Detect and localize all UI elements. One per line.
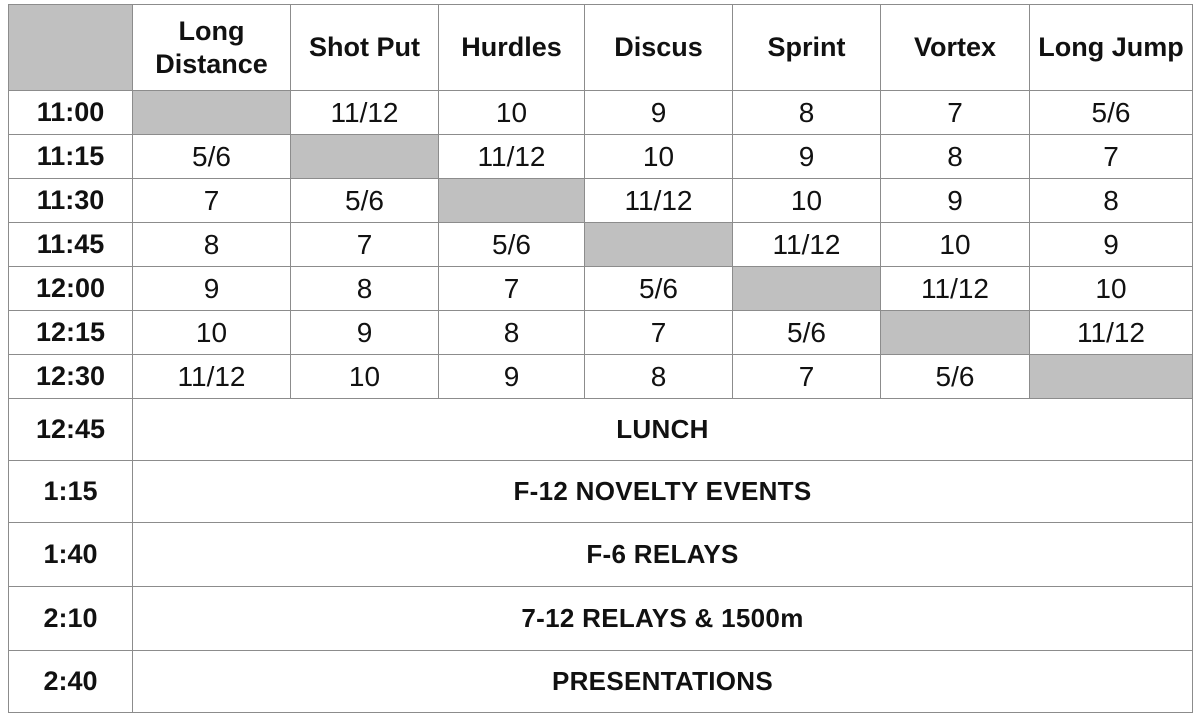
time-cell: 11:30 bbox=[9, 179, 133, 223]
time-cell: 11:00 bbox=[9, 91, 133, 135]
event-row bbox=[9, 399, 1193, 461]
year-group-cell: 5/6 bbox=[439, 223, 585, 267]
schedule-row bbox=[9, 135, 1193, 179]
shaded-cell bbox=[585, 223, 733, 267]
year-group-cell: 7 bbox=[733, 355, 881, 399]
year-group-cell: 10 bbox=[585, 135, 733, 179]
column-header: Sprint bbox=[733, 5, 881, 91]
year-group-cell: 8 bbox=[1030, 179, 1193, 223]
year-group-cell: 8 bbox=[585, 355, 733, 399]
event-row bbox=[9, 651, 1193, 713]
year-group-cell: 10 bbox=[733, 179, 881, 223]
year-group-cell: 5/6 bbox=[133, 135, 291, 179]
time-cell: 12:15 bbox=[9, 311, 133, 355]
year-group-cell: 11/12 bbox=[733, 223, 881, 267]
shaded-cell bbox=[133, 91, 291, 135]
year-group-cell: 5/6 bbox=[733, 311, 881, 355]
event-row bbox=[9, 461, 1193, 523]
year-group-cell: 10 bbox=[439, 91, 585, 135]
schedule-row bbox=[9, 311, 1193, 355]
year-group-cell: 10 bbox=[881, 223, 1030, 267]
year-group-cell: 9 bbox=[733, 135, 881, 179]
schedule-row bbox=[9, 355, 1193, 399]
column-header: Hurdles bbox=[439, 5, 585, 91]
column-header: Discus bbox=[585, 5, 733, 91]
year-group-cell: 7 bbox=[881, 91, 1030, 135]
event-cell: LUNCH bbox=[133, 399, 1193, 461]
year-group-cell: 8 bbox=[291, 267, 439, 311]
year-group-cell: 8 bbox=[439, 311, 585, 355]
schedule-row bbox=[9, 267, 1193, 311]
time-cell: 2:40 bbox=[9, 651, 133, 713]
year-group-cell: 8 bbox=[881, 135, 1030, 179]
year-group-cell: 5/6 bbox=[881, 355, 1030, 399]
column-header: Long Jump bbox=[1030, 5, 1193, 91]
header-row bbox=[9, 5, 1193, 91]
shaded-cell bbox=[291, 135, 439, 179]
year-group-cell: 11/12 bbox=[1030, 311, 1193, 355]
column-header: Long Distance bbox=[133, 5, 291, 91]
year-group-cell: 10 bbox=[291, 355, 439, 399]
year-group-cell: 7 bbox=[585, 311, 733, 355]
year-group-cell: 11/12 bbox=[585, 179, 733, 223]
shaded-cell bbox=[733, 267, 881, 311]
year-group-cell: 9 bbox=[585, 91, 733, 135]
year-group-cell: 11/12 bbox=[291, 91, 439, 135]
event-cell: F-6 RELAYS bbox=[133, 523, 1193, 587]
schedule-row bbox=[9, 223, 1193, 267]
shaded-cell bbox=[1030, 355, 1193, 399]
year-group-cell: 5/6 bbox=[585, 267, 733, 311]
year-group-cell: 10 bbox=[1030, 267, 1193, 311]
year-group-cell: 7 bbox=[291, 223, 439, 267]
year-group-cell: 11/12 bbox=[439, 135, 585, 179]
year-group-cell: 5/6 bbox=[291, 179, 439, 223]
time-cell: 12:00 bbox=[9, 267, 133, 311]
event-cell: 7-12 RELAYS & 1500m bbox=[133, 587, 1193, 651]
year-group-cell: 8 bbox=[133, 223, 291, 267]
year-group-cell: 5/6 bbox=[1030, 91, 1193, 135]
event-cell: F-12 NOVELTY EVENTS bbox=[133, 461, 1193, 523]
time-cell: 11:45 bbox=[9, 223, 133, 267]
year-group-cell: 7 bbox=[133, 179, 291, 223]
year-group-cell: 9 bbox=[133, 267, 291, 311]
time-cell: 12:30 bbox=[9, 355, 133, 399]
time-cell: 11:15 bbox=[9, 135, 133, 179]
year-group-cell: 9 bbox=[439, 355, 585, 399]
schedule-table bbox=[8, 4, 1193, 713]
year-group-cell: 8 bbox=[733, 91, 881, 135]
schedule-row bbox=[9, 91, 1193, 135]
schedule-row bbox=[9, 179, 1193, 223]
time-cell: 1:15 bbox=[9, 461, 133, 523]
corner-cell bbox=[9, 5, 133, 91]
shaded-cell bbox=[439, 179, 585, 223]
year-group-cell: 10 bbox=[133, 311, 291, 355]
time-cell: 12:45 bbox=[9, 399, 133, 461]
year-group-cell: 7 bbox=[439, 267, 585, 311]
event-row bbox=[9, 523, 1193, 587]
year-group-cell: 9 bbox=[1030, 223, 1193, 267]
shaded-cell bbox=[881, 311, 1030, 355]
time-cell: 1:40 bbox=[9, 523, 133, 587]
year-group-cell: 11/12 bbox=[881, 267, 1030, 311]
year-group-cell: 7 bbox=[1030, 135, 1193, 179]
year-group-cell: 11/12 bbox=[133, 355, 291, 399]
event-row bbox=[9, 587, 1193, 651]
year-group-cell: 9 bbox=[291, 311, 439, 355]
column-header: Vortex bbox=[881, 5, 1030, 91]
time-cell: 2:10 bbox=[9, 587, 133, 651]
event-cell: PRESENTATIONS bbox=[133, 651, 1193, 713]
year-group-cell: 9 bbox=[881, 179, 1030, 223]
column-header: Shot Put bbox=[291, 5, 439, 91]
